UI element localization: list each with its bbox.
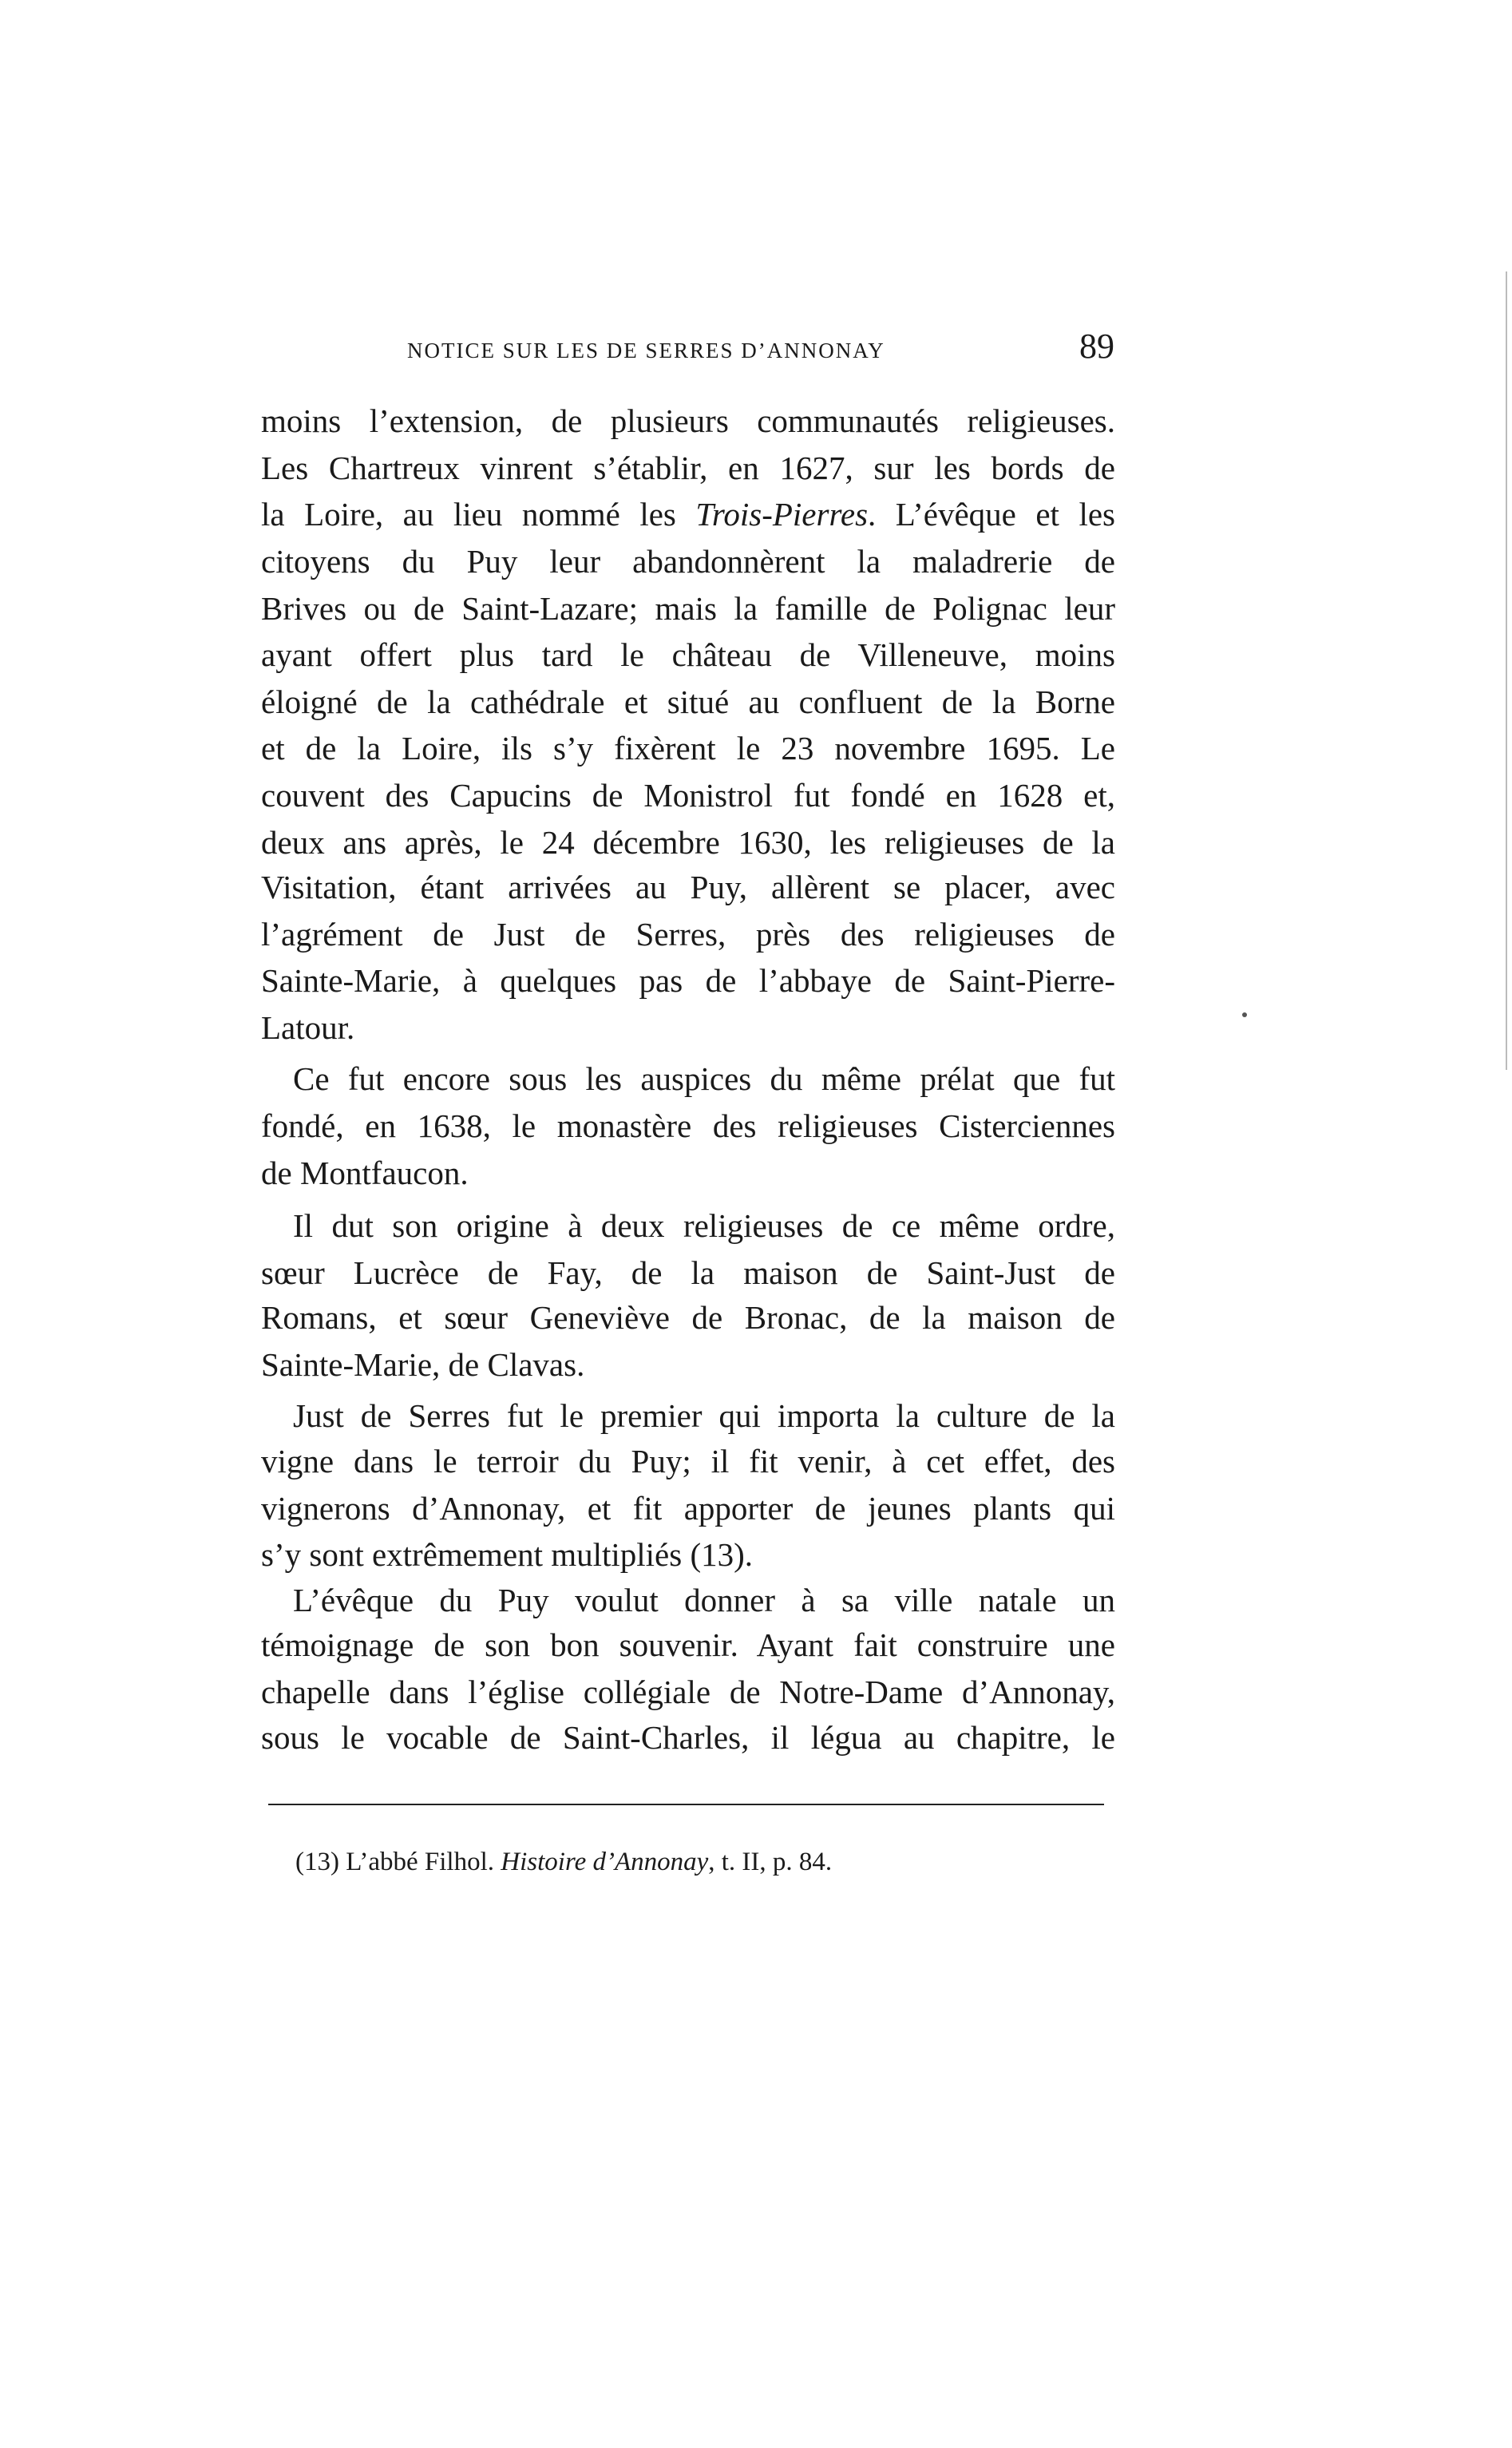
- text-line: éloigné de la cathédrale et situé au confluent de la Borne: [261, 683, 1115, 720]
- text-line: Sainte-Marie, de Clavas.: [261, 1346, 585, 1383]
- text-line: vignerons d’Annonay, et fit apporter de jeunes plants qui: [261, 1490, 1115, 1527]
- text-line: Les Chartreux vinrent s’établir, en 1627, sur les bords de: [261, 450, 1115, 486]
- footnote-book-title: Histoire d’Annonay: [501, 1848, 709, 1876]
- scan-speck: [1242, 1012, 1247, 1017]
- text-line: Brives ou de Saint-Lazare; mais la famille de Polignac leur: [261, 590, 1115, 627]
- text-line: de Montfaucon.: [261, 1155, 469, 1191]
- text-line: [261, 491, 1115, 537]
- text-line: vigne dans le terroir du Puy; il fit venir, à cet effet, des: [261, 1443, 1115, 1479]
- text-line: s’y sont extrêmement multipliés (13).: [261, 1536, 754, 1573]
- text-line: témoignage de son bon souvenir. Ayant fait construire une: [261, 1626, 1115, 1663]
- text-line: deux ans après, le 24 décembre 1630, les religieuses de la: [261, 824, 1115, 861]
- text-line: ayant offert plus tard le château de Villeneuve, moins: [261, 636, 1115, 673]
- text-line: citoyens du Puy leur abandonnèrent la maladrerie de: [261, 543, 1115, 580]
- footnote-marker: (13): [295, 1848, 339, 1876]
- text-line: Just de Serres fut le premier qui importa la culture de la: [293, 1397, 1115, 1434]
- footnote-author: L’abbé Filhol.: [338, 1848, 501, 1876]
- text-line: Latour.: [261, 1009, 355, 1046]
- text-line: Sainte-Marie, à quelques pas de l’abbaye de Saint-Pierre-: [261, 962, 1115, 999]
- text-line: Il dut son origine à deux religieuses de ce même ordre,: [293, 1207, 1115, 1244]
- text-line: Ce fut encore sous les auspices du même prélat que fut: [293, 1060, 1115, 1097]
- text-line: chapelle dans l’église collégiale de Notre-Dame d’Annonay,: [261, 1674, 1115, 1710]
- text-line: L’évêque du Puy voulut donner à sa ville natale un: [293, 1582, 1115, 1618]
- text-line: sœur Lucrèce de Fay, de la maison de Saint-Just de: [261, 1254, 1115, 1291]
- text-segment: la Loire, au lieu nommé les: [261, 496, 696, 533]
- text-line: l’agrément de Just de Serres, près des religieuses de: [261, 916, 1115, 953]
- footnote-separator: [268, 1804, 1104, 1805]
- running-header: NOTICE SUR LES DE SERRES D’ANNONAY: [407, 339, 885, 362]
- text-line: fondé, en 1638, le monastère des religieuses Cisterciennes: [261, 1107, 1115, 1144]
- text-line: Romans, et sœur Geneviève de Bronac, de la maison de: [261, 1299, 1115, 1336]
- footnote-reference: , t. II, p. 84.: [708, 1848, 833, 1876]
- scan-edge: [1506, 271, 1507, 1070]
- text-line: sous le vocable de Saint-Charles, il légua au chapitre, le: [261, 1719, 1115, 1756]
- text-line: moins l’extension, de plusieurs communautés religieuses.: [261, 402, 1115, 439]
- text-line: Visitation, étant arrivées au Puy, allèrent se placer, avec: [261, 869, 1115, 905]
- text-line: couvent des Capucins de Monistrol fut fondé en 1628 et,: [261, 777, 1115, 814]
- page-number: 89: [1079, 327, 1114, 366]
- text-line: et de la Loire, ils s’y fixèrent le 23 novembre 1695. Le: [261, 730, 1115, 766]
- italic-text: Trois-Pierres: [695, 496, 869, 533]
- text-segment: . L’évêque et les: [868, 496, 1115, 533]
- footnote: [295, 1844, 832, 1880]
